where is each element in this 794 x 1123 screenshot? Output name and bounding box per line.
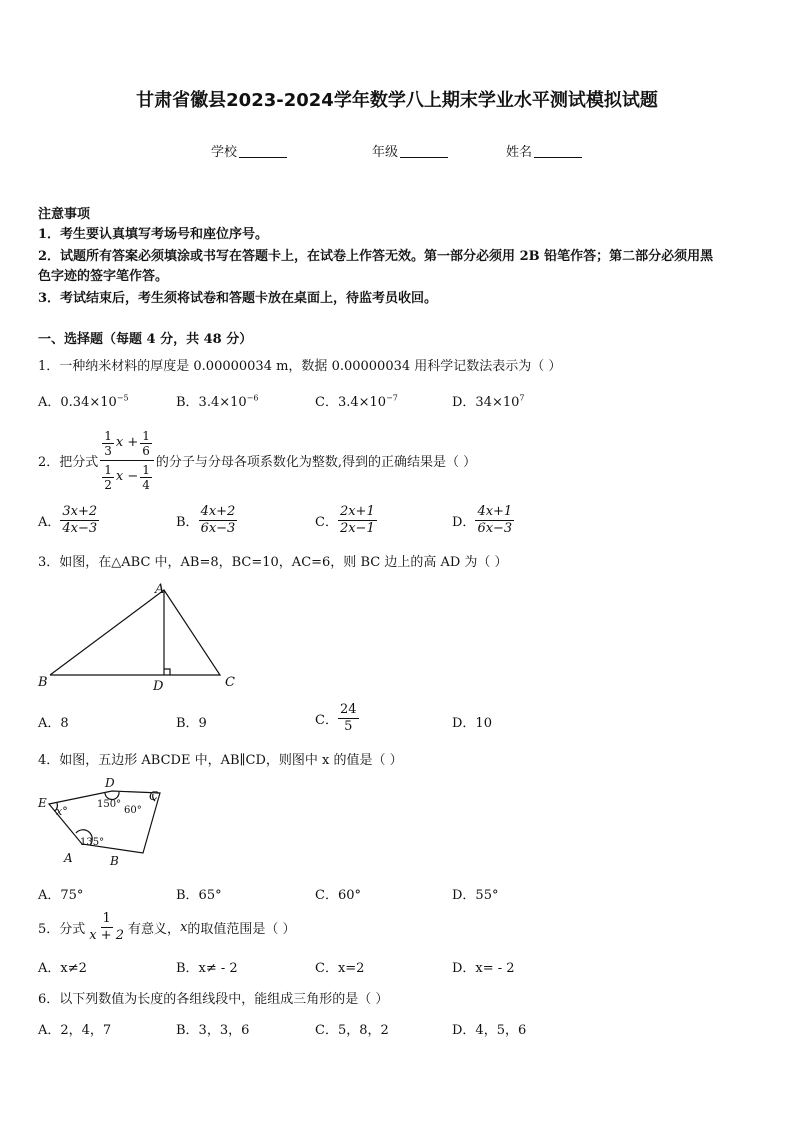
q4-option-b[interactable]: B．65° [176, 888, 222, 903]
grade-field[interactable] [372, 141, 448, 160]
notice-item: 3．考试结束后，考生须将试卷和答题卡放在桌面上，待监考员收回。 [38, 291, 438, 306]
q2-option-a[interactable]: A． $\frac{3x+2}{4x-3}$ [38, 504, 98, 536]
q3-option-b[interactable]: B．9 [176, 716, 207, 731]
label-a: A [64, 851, 73, 865]
q1-stem: 1．一种纳米材料的厚度是 0.00000034 m，数据 0.00000034 用科学记数法表示为（ ） [38, 359, 562, 374]
label-a: A [155, 582, 165, 597]
q5-fraction: $\frac{1}{x + 2}$ [89, 911, 125, 943]
q4-option-d[interactable]: D．55° [452, 888, 499, 903]
label-c: C [149, 789, 159, 803]
q6-option-c[interactable]: C．5，8，2 [315, 1023, 389, 1038]
name-field[interactable] [506, 141, 582, 160]
q2-option-b[interactable]: B． $\frac{4x+2}{6x-3}$ [176, 504, 236, 536]
label-d: D [153, 679, 164, 694]
q4-pentagon-figure [30, 773, 170, 873]
q1-option-b[interactable]: B．$3.4\times 10^{-6}$ [176, 393, 259, 410]
right-angle-mark [164, 669, 170, 675]
q4-option-a[interactable]: A．75° [38, 888, 84, 903]
grade-label: 年级 [372, 145, 399, 160]
notice-item: 1．考生要认真填写考场号和座位序号。 [38, 227, 269, 242]
q2-suffix: 的分子与分母各项系数化为整数,得到的正确结果是（ ） [155, 454, 477, 470]
q6-option-a[interactable]: A．2，4，7 [38, 1023, 112, 1038]
q2-stem [38, 424, 476, 496]
page-title: 甘肃省徽县2023-2024学年数学八上期末学业水平测试模拟试题 [136, 90, 658, 111]
q6-option-d[interactable]: D．4，5，6 [452, 1023, 527, 1038]
school-label: 学校 [211, 145, 238, 160]
angle-x-label: x° [56, 805, 68, 818]
school-blank[interactable] [239, 145, 287, 158]
q1-option-d[interactable]: D．$34\times 10^7$ [452, 393, 525, 410]
q3-triangle-figure [30, 578, 245, 698]
name-label: 姓名 [506, 145, 533, 160]
q5-option-a[interactable]: A．x≠2 [38, 961, 87, 976]
name-blank[interactable] [534, 145, 582, 158]
q1-option-a[interactable]: A．$0.34\times 10^{-5}$ [38, 393, 129, 410]
q3-stem: 3．如图，在△ABC 中，AB=8，BC=10，AC=6，则 BC 边上的高 AD 为（ ） [38, 555, 508, 570]
label-b: B [38, 675, 48, 690]
q1-option-c[interactable]: C．$3.4\times 10^{-7}$ [315, 393, 398, 410]
q5-stem: 5．分式 $\frac{1}{x + 2}$ 有意义， x 的取值范围是（ ） [38, 911, 296, 943]
label-b: B [110, 854, 119, 868]
q5-option-b[interactable]: B．x≠ - 2 [176, 961, 238, 976]
notice-heading: 注意事项 [38, 207, 91, 222]
q4-stem: 4．如图，五边形 ABCDE 中，AB∥CD，则图中 x 的值是（ ） [38, 753, 403, 768]
triangle-abc [50, 590, 220, 675]
q3-option-c[interactable]: C． $\frac{24}{5}$ [315, 702, 357, 734]
q4-option-c[interactable]: C．60° [315, 888, 361, 903]
q6-option-b[interactable]: B．3，3，6 [176, 1023, 250, 1038]
q2-option-c[interactable]: C． $\frac{2x+1}{2x-1}$ [315, 504, 375, 536]
q2-option-d[interactable]: D． $\frac{4x+1}{6x-3}$ [452, 504, 513, 536]
q2-prefix: 2．把分式 [38, 454, 99, 470]
school-field[interactable] [211, 141, 287, 160]
q3-option-d[interactable]: D．10 [452, 716, 492, 731]
notice-item: 色字迹的签字笔作答。 [38, 269, 169, 284]
notice-item: 2．试题所有答案必须填涂或书写在答题卡上，在试卷上作答无效。第一部分必须用 2B 铅笔作答；第二部分必须用黑 [38, 249, 714, 264]
label-c: C [225, 675, 235, 690]
angle-135-label: 135° [80, 837, 105, 848]
q5-option-c[interactable]: C．x=2 [315, 961, 365, 976]
angle-60-label: 60° [124, 805, 142, 816]
section-heading: 一、选择题（每题 4 分，共 48 分） [38, 332, 253, 347]
label-e: E [38, 796, 47, 810]
grade-blank[interactable] [400, 145, 448, 158]
q3-option-a[interactable]: A．8 [38, 716, 69, 731]
q5-option-d[interactable]: D．x= - 2 [452, 961, 515, 976]
angle-150-label: 150° [97, 799, 122, 810]
label-d: D [105, 776, 115, 790]
q6-stem: 6．以下列数值为长度的各组线段中，能组成三角形的是（ ） [38, 992, 389, 1007]
q2-main-fraction: $\frac{1}{3}$ x + $\frac{1}{6}$ $\frac{1}{2}$ x − $\frac{1}{4}$ [100, 429, 154, 492]
